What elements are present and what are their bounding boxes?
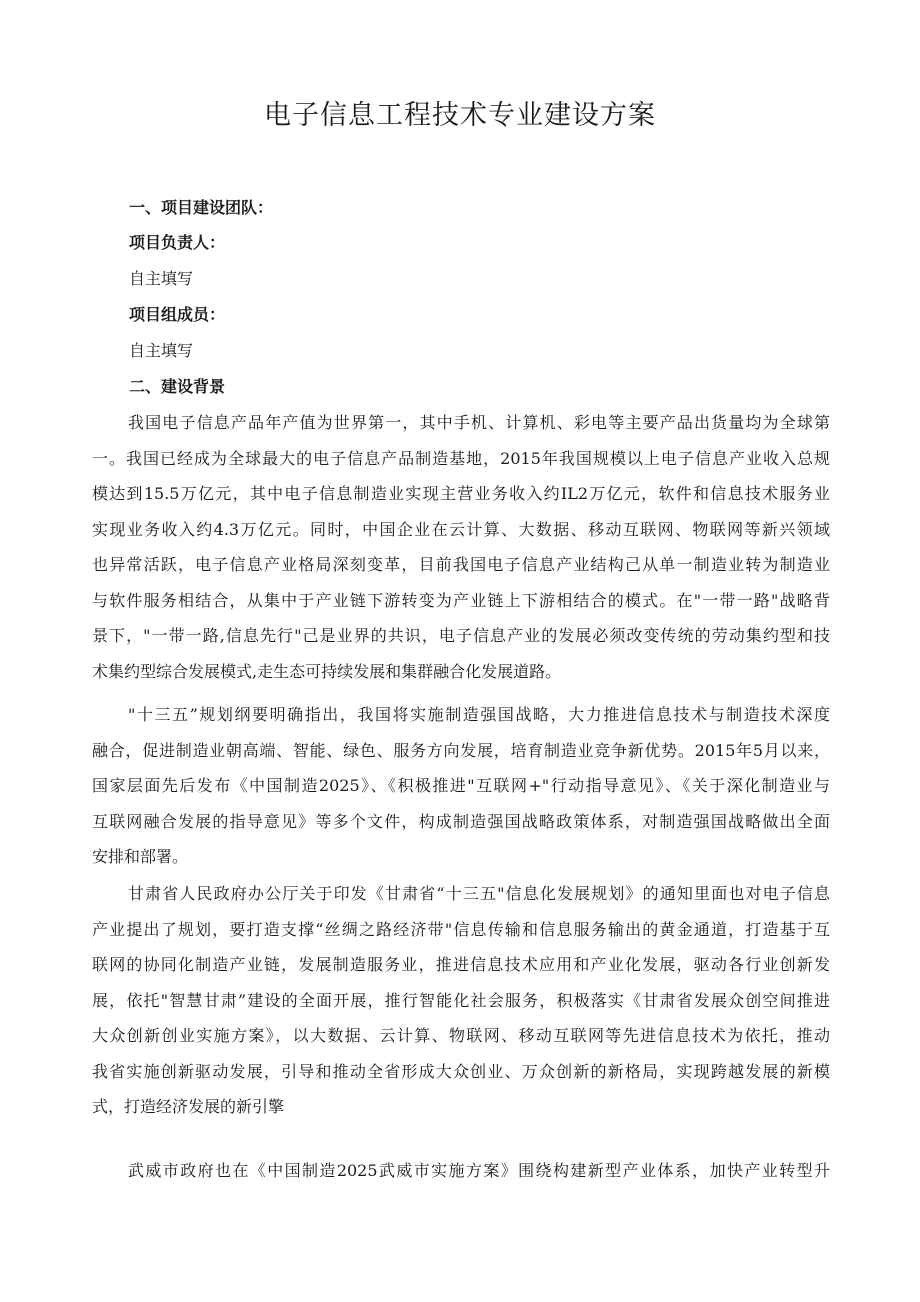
paragraph-line: 产业提出了规划，要打造支撑“丝绸之路经济带"信息传输和信息服务输出的黄金通道，打造基于互	[92, 919, 830, 939]
paragraph-line: 甘肃省人民政府办公厅关于印发《甘肃省“十三五"信息化发展规划》的通知里面也对电子信息	[128, 884, 830, 903]
paragraph-line: 实现业务收入约4.3万亿元。同时，中国企业在云计算、大数据、移动互联网、物联网等新兴领域	[92, 519, 830, 539]
document-title: 电子信息工程技术专业建设方案	[264, 100, 656, 131]
section-heading-team: 一、项目建设团队：	[129, 198, 274, 217]
paragraph-line: 融合，促进制造业朝高端、智能、绿色、服务方向发展，培育制造业竞争新优势。2015年5月以来，	[92, 740, 830, 760]
background-paragraph-3	[92, 876, 830, 1125]
paragraph-line: 我国电子信息产品年产值为世界第一，其中手机、计算机、彩电等主要产品出货量均为全球第	[128, 413, 830, 432]
paragraph-line: 展，依托"智慧甘肃”建设的全面开展，推行智能化社会服务，积极落实《甘肃省发展众创空间推进	[92, 990, 830, 1010]
paragraph-line: 术集约型综合发展模式,走生态可持续发展和集群融合化发展道路。	[92, 661, 562, 681]
background-paragraph-2	[92, 697, 830, 875]
paragraph-line: 武威市政府也在《中国制造2025武威市实施方案》围绕构建新型产业体系，加快产业转型升	[128, 1161, 830, 1180]
project-leader-label: 项目负责人：	[129, 233, 226, 252]
paragraph-line: "十三五”规划纲要明确指出，我国将实施制造强国战略，大力推进信息技术与制造技术深度	[128, 705, 830, 724]
paragraph-line: 国家层面先后发布《中国制造2025》、《积极推进"互联网+"行动指导意见》、《关于深化制造业与	[92, 776, 830, 795]
section-heading-background: 二、建设背景	[129, 377, 226, 396]
paragraph-line: 互联网融合发展的指导意见》等多个文件，构成制造强国战略政策体系，对制造强国战略做出全面	[92, 811, 830, 831]
paragraph-line: 与软件服务相结合，从集中于产业链下游转变为产业链上下游相结合的模式。在"一带一路"战略背	[92, 590, 830, 610]
paragraph-line: 也异常活跃，电子信息产业格局深刻变革，目前我国电子信息产业结构己从单一制造业转为制造业	[92, 555, 830, 574]
paragraph-line: 大众创新创业实施方案》，以大数据、云计算、物联网、移动互联网等先进信息技术为依托，推动	[92, 1026, 830, 1045]
background-paragraph-4	[92, 1153, 830, 1189]
paragraph-line: 一。我国已经成为全球最大的电子信息产品制造基地，2015年我国规模以上电子信息产业收入总规	[92, 448, 830, 468]
paragraph-line: 模达到15.5万亿元，其中电子信息制造业实现主营业务收入约IL2万亿元，软件和信息技术服务业	[92, 484, 830, 503]
project-members-value: 自主填写	[129, 341, 194, 360]
background-paragraph-1	[92, 405, 830, 689]
paragraph-line: 式，打造经济发展的新引擎	[92, 1097, 285, 1116]
paragraph-line: 联网的协同化制造产业链，发展制造服务业，推进信息技术应用和产业化发展，驱动各行业创新发	[92, 955, 830, 974]
paragraph-line: 我省实施创新驱动发展，引导和推动全省形成大众创业、万众创新的新格局，实现跨越发展的新模	[92, 1061, 830, 1081]
paragraph-line: 安排和部署。	[92, 847, 189, 866]
project-leader-value: 自主填写	[129, 269, 194, 288]
project-members-label: 项目组成员：	[129, 305, 226, 324]
paragraph-line: 景下，"一带一路,信息先行"己是业界的共识，电子信息产业的发展必须改变传统的劳动集约型和技	[92, 626, 830, 645]
